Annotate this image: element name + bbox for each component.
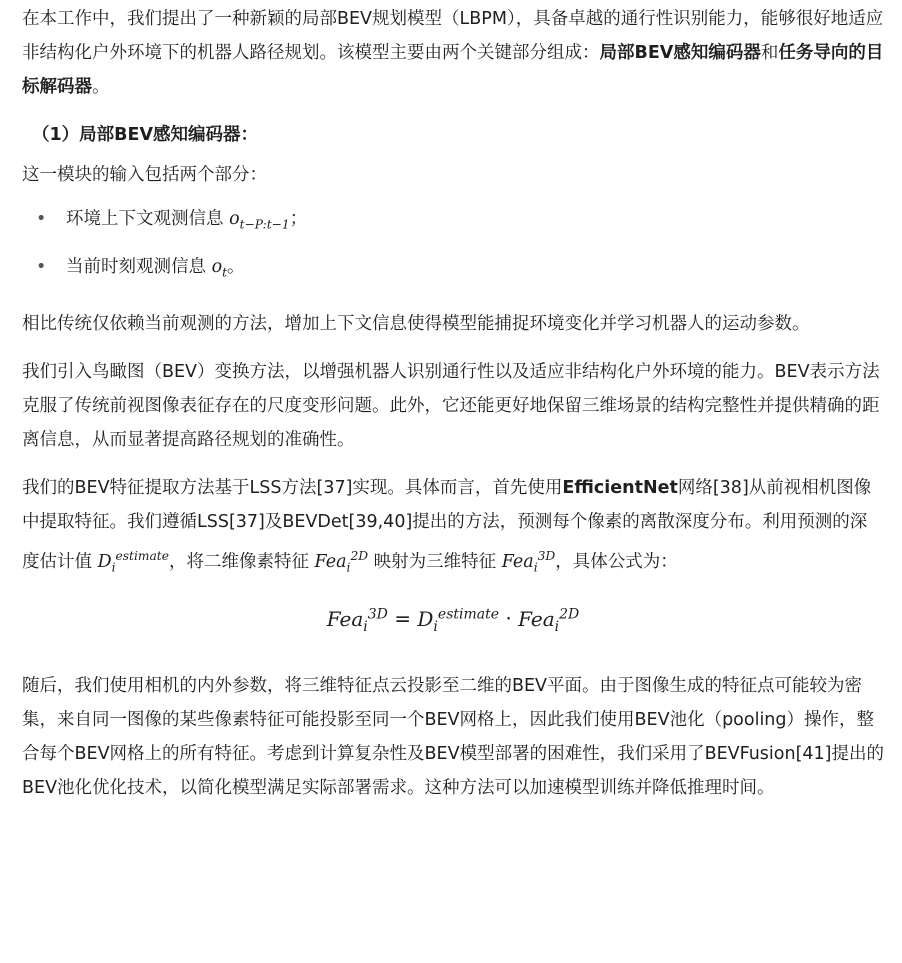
math-var: D xyxy=(417,606,434,631)
formula-rhs xyxy=(518,606,580,635)
math-sup: estimate xyxy=(437,606,500,623)
input-list xyxy=(22,198,884,293)
formula-depth xyxy=(417,606,500,635)
list-item-end: ； xyxy=(289,209,308,229)
formula-lhs xyxy=(326,606,388,635)
math-fea2d xyxy=(314,549,369,575)
bullet-icon: • xyxy=(36,256,47,277)
math-sub: i xyxy=(533,560,538,575)
list-item-text: 当前时刻观测信息 xyxy=(66,256,212,277)
section-heading: （1）局部BEV感知编码器： xyxy=(32,125,259,145)
formula-equals: = xyxy=(387,606,418,631)
display-formula xyxy=(22,594,884,647)
math-sup: 3D xyxy=(537,549,556,563)
math-variable xyxy=(212,257,227,277)
intro-bold-decoder: 任务导向的目标解码器 xyxy=(22,43,884,97)
intro-text-and: 和 xyxy=(760,43,779,63)
math-depth xyxy=(97,549,169,575)
lss-paragraph xyxy=(22,471,884,584)
lss-text-5: ，具体公式为： xyxy=(555,551,678,572)
lss-text-3: ，将二维像素特征 xyxy=(168,551,315,572)
math-sub: t xyxy=(222,265,228,279)
lss-text-4: 映射为三维特征 xyxy=(368,551,502,572)
intro-bold-encoder: 局部BEV感知编码器 xyxy=(599,43,761,63)
math-variable xyxy=(229,209,290,232)
bullet-icon: • xyxy=(36,209,47,229)
list-item xyxy=(22,198,884,246)
math-var: Fea xyxy=(326,606,364,631)
math-sub: i xyxy=(111,560,116,575)
intro-paragraph xyxy=(22,2,884,104)
math-var: Fea xyxy=(314,551,347,572)
math-sup: 2D xyxy=(559,606,580,623)
math-sup: 2D xyxy=(350,549,369,563)
lss-bold-efficientnet: EfficientNet xyxy=(562,478,678,498)
math-sup: 3D xyxy=(367,606,388,623)
formula-dot: · xyxy=(499,606,519,631)
bev-paragraph: 我们引入鸟瞰图（BEV）变换方法，以增强机器人识别通行性以及适应非结构化户外环境的能力。BEV表示方法克服了传统前视图像表征存在的尺度变形问题。此外，它还能更好地保留三维场景的结构完整性并提供精确的距离信息，从而显著提高路径规划的准确性。 xyxy=(22,362,880,450)
lss-text-1: 我们的BEV特征提取方法基于LSS方法[37]实现。具体而言，首先使用 xyxy=(22,478,563,498)
intro-text-end: 。 xyxy=(92,77,110,97)
input-intro: 这一模块的输入包括两个部分： xyxy=(22,165,267,185)
math-sub: i xyxy=(433,618,438,635)
intro-text: 在本工作中，我们提出了一种新颖的局部BEV规划模型（LBPM），具备卓越的通行性识别能力，能够很好地适应非结构化户外环境下的机器人路径规划。该模型主要由两个关键部分组成： xyxy=(22,9,884,63)
math-var: o xyxy=(229,209,240,229)
math-var: Fea xyxy=(518,606,555,631)
context-paragraph: 相比传统仅依赖当前观测的方法，增加上下文信息使得模型能捕捉环境变化并学习机器人的运动参数。 xyxy=(22,314,810,334)
list-item xyxy=(22,246,884,294)
lss-text-2: 网络[38]从前视相机图像中提取特征。我们遵循LSS[37]及BEVDet[39,40]提出的方法，预测每个像素的离散深度分布。利用预测的深度估计值 xyxy=(22,478,872,572)
math-sub: i xyxy=(363,618,368,635)
list-item-text: 环境上下文观测信息 xyxy=(66,209,230,229)
pooling-paragraph: 随后，我们使用相机的内外参数，将三维特征点云投影至二维的BEV平面。由于图像生成的特征点可能较为密集，来自同一图像的某些像素特征可能投影至同一个BEV网格上，因此我们使用BEV池化（pooling）操作，整合每个BEV网格上的所有特征。考虑到计算复杂性及BEV模型部署的困难性，我们采用了BEVFusion[41]提出的BEV池化优化技术，以简化模型满足实际部署需求。这种方法可以加速模型训练并降低推理时间。 xyxy=(22,675,885,798)
math-sub: i xyxy=(554,618,560,635)
math-sub: i xyxy=(346,560,351,575)
math-var: o xyxy=(211,256,223,277)
math-var: Fea xyxy=(501,551,534,572)
math-sub: t−P:t−1 xyxy=(239,217,290,232)
math-sup: estimate xyxy=(115,549,169,563)
math-fea3d xyxy=(501,549,556,575)
list-item-end: 。 xyxy=(227,256,245,277)
math-var: D xyxy=(97,551,112,572)
